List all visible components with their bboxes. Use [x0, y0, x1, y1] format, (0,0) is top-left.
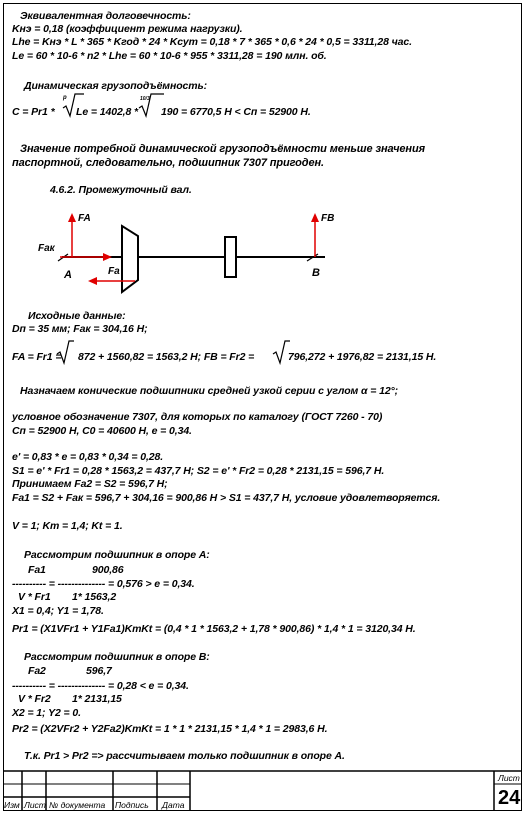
- line-fa-part3: 796,272 + 1976,82 = 2131,15 H.: [288, 351, 437, 363]
- fraction-b-den-2: 1* 2131,15: [72, 693, 122, 705]
- fraction-a-line: ---------- = -------------- = 0,576 > e = 0,34.: [12, 578, 195, 590]
- fraction-b-line: ---------- = -------------- = 0,28 < e = 0,34.: [12, 680, 189, 692]
- line-c-part3: 190 = 6770,5 H < Cп = 52900 H.: [161, 106, 311, 118]
- line-fa1: Fa1 = S2 + Fак = 596,7 + 304,16 = 900,86 H > S1 = 437,7 H, условие удовлетворяется.: [12, 492, 441, 504]
- stamp-izm: Изм: [4, 800, 20, 810]
- stamp-doc-number: № документа: [49, 800, 106, 810]
- fraction-a-den-2: 1* 1563,2: [72, 591, 117, 603]
- heading-support-a: Рассмотрим подшипник в опоре A:: [24, 549, 210, 561]
- fraction-a-num-2: 900,86: [92, 564, 124, 576]
- heading-support-b: Рассмотрим подшипник в опоре B:: [24, 651, 210, 663]
- heading-input-data: Исходные данные:: [28, 310, 126, 322]
- line-coefficients: V = 1; Kт = 1,4; Kt = 1.: [12, 520, 123, 532]
- paragraph-conclusion-1: Значение потребной динамической грузоподъёмности меньше значения: [20, 143, 425, 155]
- fraction-a-num-1: Fa1: [28, 564, 46, 576]
- line-fa-part2: 872 + 1560,82 = 1563,2 H; FB = Fr2 =: [78, 351, 255, 363]
- line-cp-c0: Cп = 52900 H, C0 = 40600 H, e = 0,34.: [12, 425, 192, 437]
- line-pr1: Pr1 = (X1VFr1 + Y1Fa1)KтKt = (0,4 * 1 * 1563,2 + 1,78 * 900,86) * 1,4 * 1 = 3120,34 H.: [12, 623, 416, 635]
- stamp-date: Дата: [162, 800, 185, 810]
- line-bearing-choice: Назначаем конические подшипники средней узкой серии с углом α = 12°;: [20, 385, 399, 397]
- line-c-part2: Le = 1402,8 *: [76, 106, 139, 118]
- section-heading: 4.6.2. Промежуточный вал.: [50, 184, 192, 196]
- heading-equivalent-life: Эквивалентная долговечность:: [20, 10, 191, 22]
- line-fa2: Принимаем Fa2 = S2 = 596,7 H;: [12, 478, 168, 490]
- stamp-list: Лист: [24, 800, 46, 810]
- line-conclusion: Т.к. Pr1 > Pr2 => рассчитываем только подшипник в опоре A.: [24, 750, 345, 762]
- label-fa-axial: Fa: [108, 266, 120, 277]
- line-pr2: Pr2 = (X2VFr2 + Y2Fa2)KтKt = 1 * 1 * 2131,15 * 1,4 * 1 = 2983,6 H.: [12, 723, 328, 735]
- label-fak-force: Fак: [38, 243, 55, 254]
- fraction-b-den-1: V * Fr2: [18, 693, 51, 705]
- line-designation: условное обозначение 7307, для которых по каталогу (ГОСТ 7260 - 70): [12, 411, 383, 423]
- label-fb-force: FB: [321, 213, 335, 224]
- paragraph-conclusion-2: паспортной, следовательно, подшипник 7307 пригоден.: [12, 157, 324, 169]
- heading-dynamic-capacity: Динамическая грузоподъёмность:: [24, 80, 208, 92]
- line-e-prime: e' = 0,83 * e = 0,83 * 0,34 = 0,28.: [12, 451, 164, 463]
- root-index-2: 10/3: [140, 96, 150, 102]
- line-x2-y2: X2 = 1; Y2 = 0.: [12, 707, 81, 719]
- line-fa-part1: FA = Fr1 =: [12, 351, 62, 363]
- line-s1-s2: S1 = e' * Fr1 = 0,28 * 1563,2 = 437,7 H; S2 = e' * Fr2 = 0,28 * 2131,15 = 596,7 H.: [12, 465, 385, 477]
- fraction-b-num-2: 596,7: [86, 665, 112, 677]
- line-c-part1: C = Pr1 *: [12, 106, 55, 118]
- label-fa-force: FA: [78, 213, 91, 224]
- fraction-b-num-1: Fa2: [28, 665, 46, 677]
- line-lhe: Lhe = Kнэ * L * 365 * Kгод * 24 * Kсут = 0,18 * 7 * 365 * 0,6 * 24 * 0,5 = 3311,28 час.: [12, 36, 412, 48]
- line-le: Le = 60 * 10-6 * n2 * Lhe = 60 * 10-6 * 955 * 3311,28 = 190 млн. об.: [12, 50, 327, 62]
- fraction-a-den-1: V * Fr1: [18, 591, 51, 603]
- line-x1-y1: X1 = 0,4; Y1 = 1,78.: [12, 605, 104, 617]
- line-dp-fak: Dп = 35 мм; Fак = 304,16 H;: [12, 323, 148, 335]
- label-support-a: A: [64, 269, 72, 281]
- label-support-b: B: [312, 267, 320, 279]
- line-kne: Kнэ = 0,18 (коэффициент режима нагрузки).: [12, 23, 243, 35]
- stamp-sheet-label: Лист: [498, 773, 520, 783]
- root-index-1: p: [63, 95, 67, 101]
- stamp-signature: Подпись: [115, 800, 149, 810]
- sheet-number: 24: [498, 787, 521, 809]
